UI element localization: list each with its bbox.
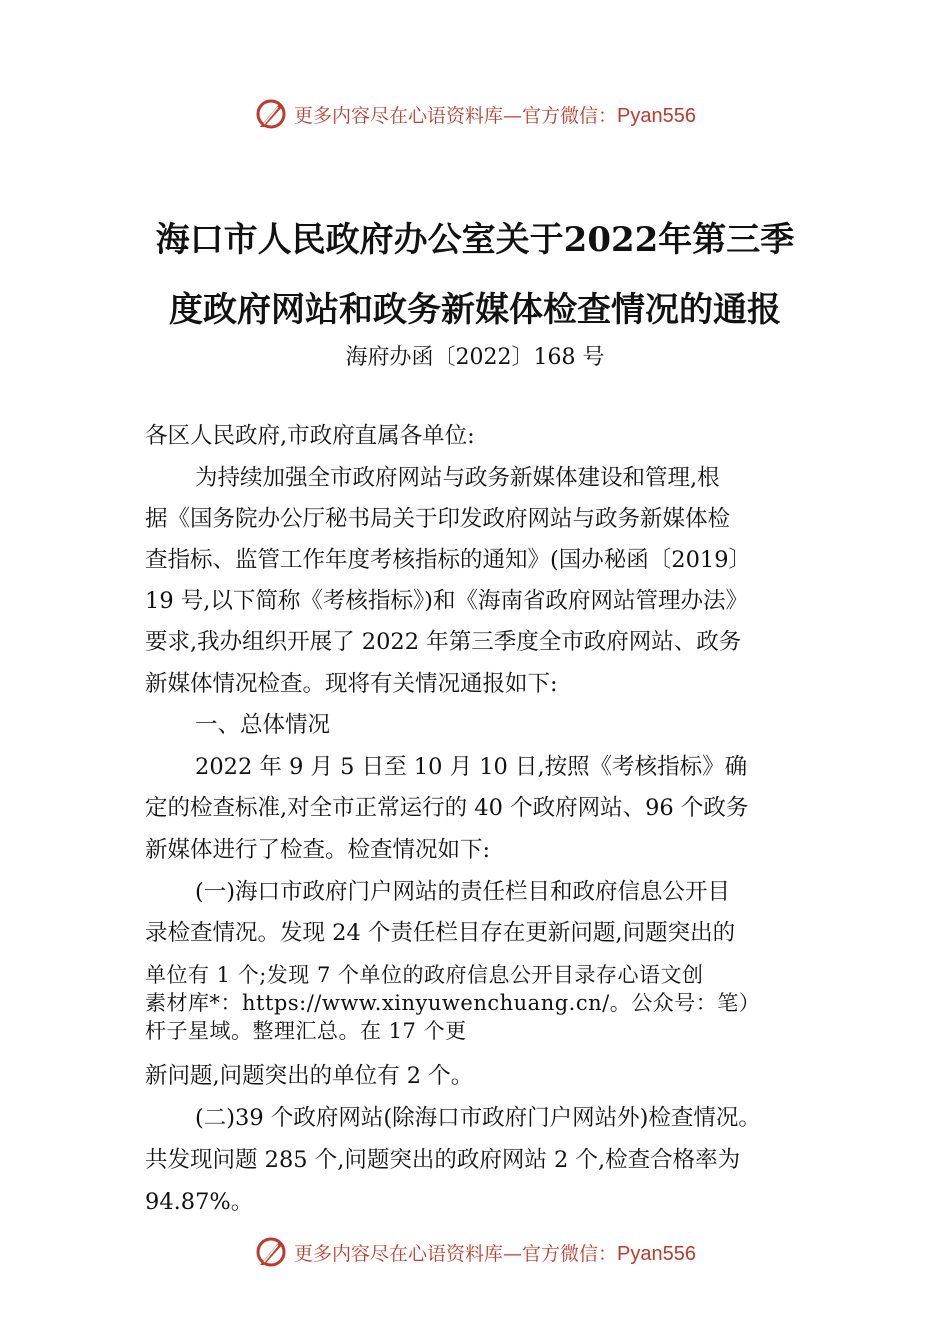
section-heading: 一、总体情况 (195, 712, 331, 738)
watermark-banner-bottom (0, 1232, 950, 1272)
watermark-id: Pyan556 (617, 104, 696, 127)
quill-logo-icon (254, 97, 288, 131)
body-line: 新问题,问题突出的单位有 2 个。 (145, 1063, 474, 1089)
watermark-id: Pyan556 (617, 1242, 696, 1265)
body-line: (二)39 个政府网站(除海口市政府门户网站外)检查情况。 (195, 1105, 761, 1131)
document-number: 海府办函〔2022〕168 号 (345, 345, 605, 370)
watermark-banner-top (0, 94, 950, 134)
body-line: 录检查情况。发现 24 个责任栏目存在更新问题,问题突出的 (145, 920, 736, 946)
body-line: 94.87%。 (145, 1189, 254, 1215)
body-line: 共发现问题 285 个,问题突出的政府网站 2 个,检查合格率为 (145, 1147, 741, 1173)
body-line: 新媒体情况检查。现将有关情况通报如下: (145, 671, 558, 697)
body-line: 19 号,以下简称《考核指标》)和《海南省政府网站管理办法》 (145, 588, 748, 614)
document-title-line-2: 度政府网站和政务新媒体检查情况的通报 (169, 290, 781, 330)
watermark-text: 更多内容尽在心语资料库—官方微信：Pyan556 (294, 1242, 696, 1265)
body-line: 为持续加强全市政府网站与政务新媒体建设和管理,根 (195, 465, 720, 491)
body-line-inserted-ad: 素材库*：https://www.xinyuwenchuang.cn/。公众号：笔） (145, 991, 761, 1015)
body-line: 单位有 1 个;发现 7 个单位的政府信息公开目录存心语文创 (145, 963, 704, 987)
body-line: 要求,我办组织开展了 2022 年第三季度全市政府网站、政务 (145, 629, 742, 655)
body-line: 查指标、监管工作年度考核指标的通知》(国办秘函〔2019〕 (145, 547, 752, 573)
body-line: 据《国务院办公厅秘书局关于印发政府网站与政务新媒体检 (145, 506, 731, 532)
body-line: 新媒体进行了检查。检查情况如下: (145, 837, 491, 863)
salutation: 各区人民政府,市政府直属各单位: (145, 423, 475, 449)
watermark-text: 更多内容尽在心语资料库—官方微信：Pyan556 (294, 104, 696, 127)
document-title-line-1: 海口市人民政府办公室关于2022年第三季 (155, 220, 795, 260)
body-line: (一)海口市政府门户网站的责任栏目和政府信息公开目 (195, 879, 731, 905)
body-line-inserted-ad: 杆子星域。整理汇总。在 17 个更 (145, 1019, 467, 1043)
body-line: 2022 年 9 月 5 日至 10 月 10 日,按照《考核指标》确 (195, 754, 748, 780)
quill-logo-icon (254, 1235, 288, 1269)
body-line: 定的检查标准,对全市正常运行的 40 个政府网站、96 个政务 (145, 795, 749, 821)
